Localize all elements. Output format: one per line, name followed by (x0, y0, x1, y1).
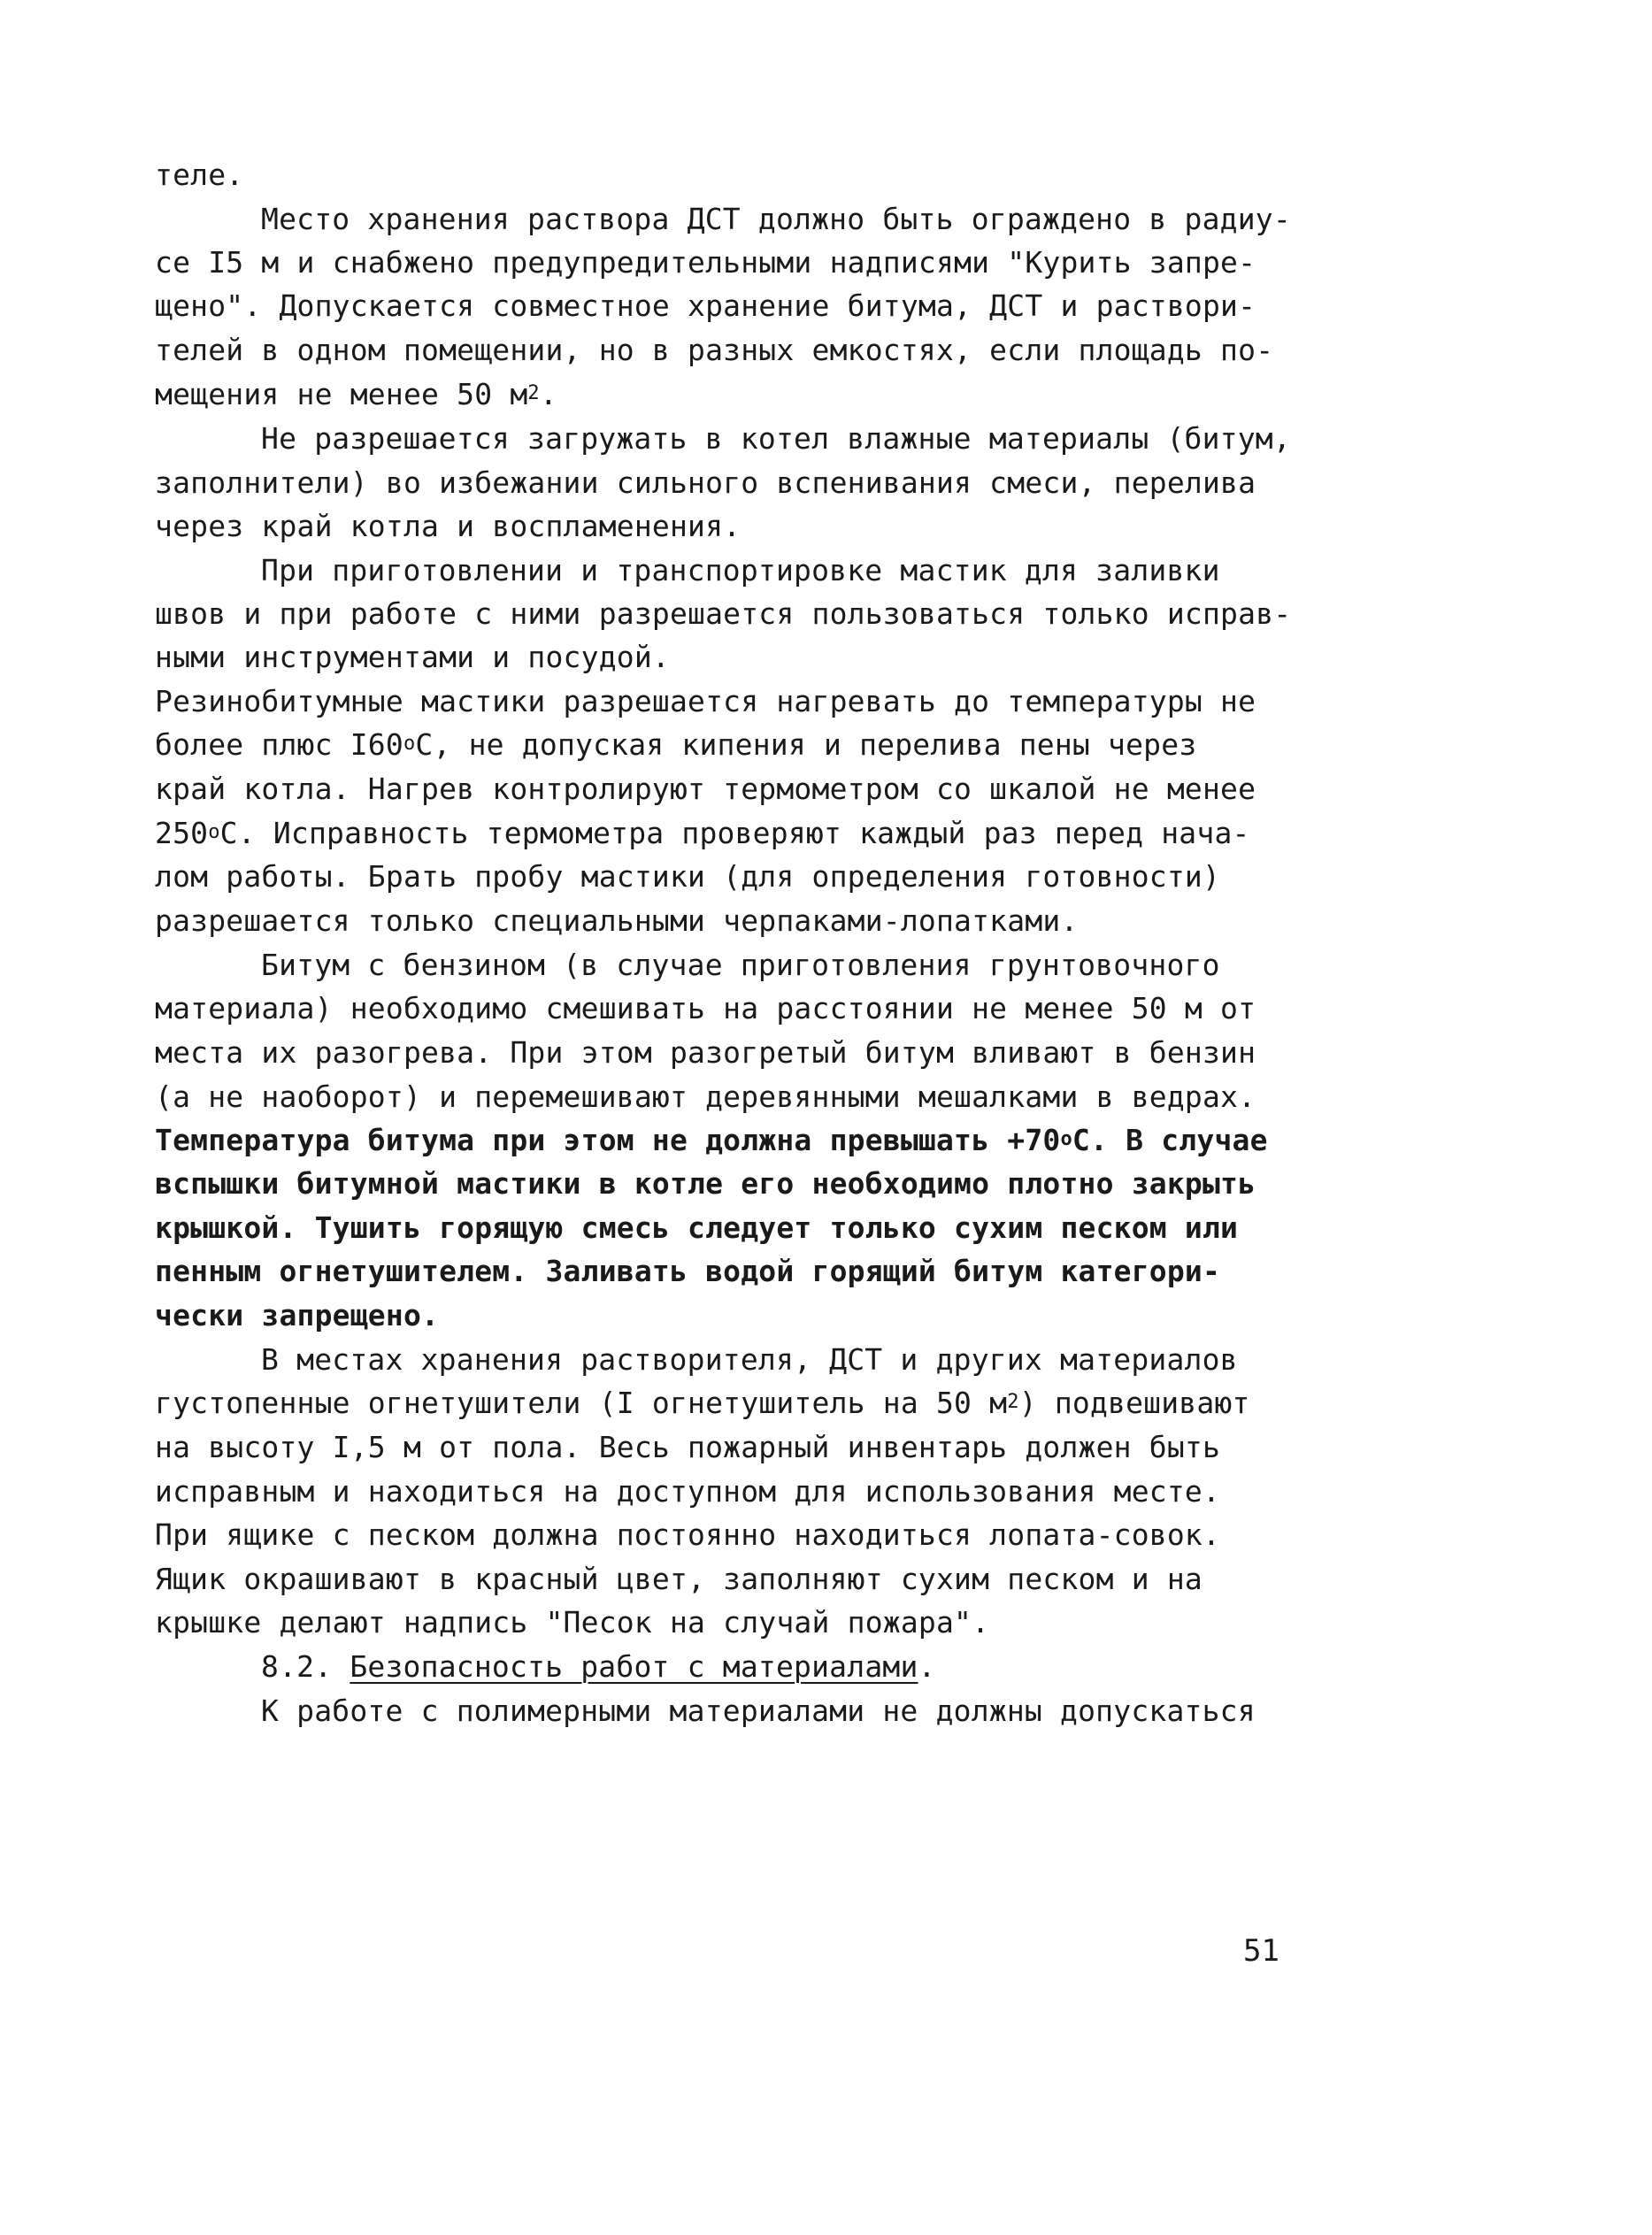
text-line: через край котла и воспламенения. (155, 509, 741, 543)
text-line: При приготовлении и транспортировке мастик для заливки (261, 553, 1220, 588)
text-line: Температура битума при этом не должна превышать $+70^oС$. В случае (155, 1123, 1268, 1157)
text-line: щено". Допускается совместное хранение битума, ДСТ и раствори- (155, 288, 1256, 323)
text-line: мещения не менее 50 $м^2$. (155, 377, 557, 411)
text-line: на высоту I,5 м от пола. Весь пожарный инвентарь должен быть (155, 1430, 1221, 1464)
superscript: o (403, 733, 416, 755)
text-line: В местах хранения растворителя, ДСТ и других материалов (261, 1342, 1238, 1377)
text-line: крышкой. Тушить горящую смесь следует только сухим песком или (155, 1210, 1239, 1245)
section-number: 8.2. (261, 1649, 333, 1684)
section-title: Безопасность работ с материалами (350, 1649, 918, 1684)
text-line: швов и при работе с ними разрешается пользоваться только исправ- (155, 596, 1292, 631)
text-line: теле. (155, 157, 244, 192)
superscript: 2 (527, 382, 540, 404)
text-line: се I5 м и снабжено предупредительными надписями "Курить запре- (155, 245, 1256, 280)
text-line: (а не наоборот) и перемешивают деревянными мешалками в ведрах. (155, 1079, 1256, 1114)
text-line: пенным огнетушителем. Заливать водой горящий битум категори- (155, 1254, 1221, 1288)
text-line: материала) необходимо смешивать на расстоянии не менее 50 м от (155, 991, 1256, 1025)
text-line: густопенные огнетушители (I огнетушитель на 50 $м^2$) подвешивают (155, 1386, 1250, 1420)
text-line: Резинобитумные мастики разрешается нагревать до температуры не (155, 684, 1256, 718)
text-line: разрешается только специальными черпаками-лопатками. (155, 903, 1079, 938)
text-line: Место хранения раствора ДСТ должно быть ограждено в радиу- (261, 202, 1291, 236)
text-line: Не разрешается загружать в котел влажные материалы (битум, (261, 421, 1291, 456)
text-line: лом работы. Брать пробу мастики (для определения готовности) (155, 859, 1221, 894)
superscript: o (208, 821, 220, 843)
text-line: 250$^o$С. Исправность термометра проверяют каждый раз перед нача- (155, 816, 1250, 850)
text-line: ными инструментами и посудой. (155, 640, 670, 674)
text-line: Битум с бензином (в случае приготовления грунтовочного (261, 948, 1220, 982)
text-line: Ящик окрашивают в красный цвет, заполняют сухим песком и на (155, 1562, 1203, 1596)
text-line: места их разогрева. При этом разогретый битум вливают в бензин (155, 1035, 1256, 1070)
text-line: чески запрещено. (155, 1298, 440, 1333)
superscript: o (1060, 1128, 1072, 1150)
text-line: заполнители) во избежании сильного вспенивания смеси, перелива (155, 465, 1256, 500)
text-line: вспышки битумной мастики в котле его необходимо плотно закрыть (155, 1166, 1256, 1201)
text-line: более плюс I60$^o$С, не допуская кипения и перелива пены через (155, 727, 1197, 762)
page-number: 51 (1243, 1933, 1279, 1969)
text-line: При ящике с песком должна постоянно находиться лопата-совок. (155, 1517, 1221, 1552)
text-line: К работе с полимерными материалами не должны допускаться (261, 1694, 1256, 1728)
text-line: исправным и находиться на доступном для использования месте. (155, 1474, 1221, 1509)
text-line: крышке делают надпись "Песок на случай пожара". (155, 1605, 990, 1640)
superscript: 2 (1007, 1391, 1019, 1413)
section-heading: 8.2. Безопасность работ с материалами. (261, 1649, 936, 1684)
text-line: край котла. Нагрев контролируют термометром со шкалой не менее (155, 772, 1256, 806)
text-line: телей в одном помещении, но в разных емкостях, если площадь по- (155, 333, 1274, 367)
